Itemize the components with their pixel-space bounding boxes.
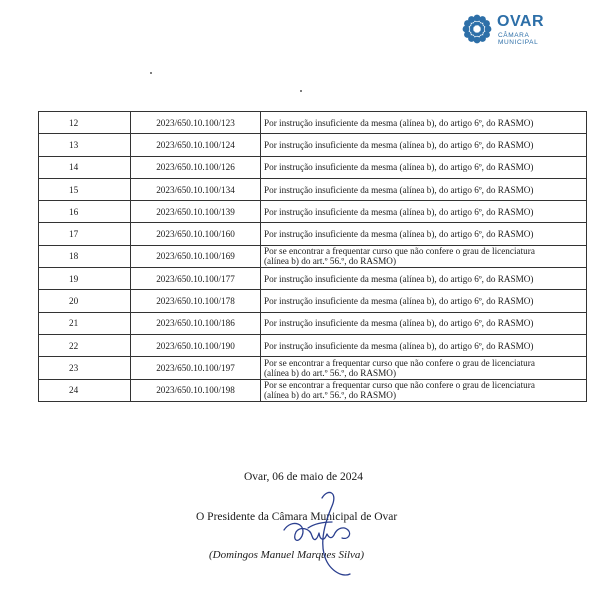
row-number: 21 xyxy=(39,312,131,334)
logo-name: OVAR xyxy=(497,13,545,30)
reason-line: Por se encontrar a frequentar curso que não confere o grau de licenciatura xyxy=(264,357,535,368)
exclusion-reason xyxy=(261,134,587,156)
row-number: 19 xyxy=(39,268,131,290)
reason-line: Por instrução insuficiente da mesma (alínea b), do artigo 6º, do RASMO) xyxy=(264,162,534,173)
president-title: O Presidente da Câmara Municipal de Ovar xyxy=(196,511,398,523)
exclusion-reason xyxy=(261,178,587,200)
table-row xyxy=(39,178,587,200)
row-number: 14 xyxy=(39,156,131,178)
row-number: 20 xyxy=(39,290,131,312)
table-row xyxy=(39,379,587,401)
row-number: 12 xyxy=(39,112,131,134)
process-number: 2023/650.10.100/123 xyxy=(131,112,261,134)
records-table xyxy=(38,111,587,402)
row-number: 18 xyxy=(39,245,131,267)
process-number: 2023/650.10.100/197 xyxy=(131,357,261,379)
handwritten-signature xyxy=(262,478,372,588)
exclusion-reason xyxy=(261,268,587,290)
reason-line: (alínea b) do art.º 56.º, do RASMO) xyxy=(264,256,397,267)
reason-line: Por instrução insuficiente da mesma (alínea b), do artigo 6º, do RASMO) xyxy=(264,318,534,329)
process-number: 2023/650.10.100/186 xyxy=(131,312,261,334)
table-row xyxy=(39,201,587,223)
process-number: 2023/650.10.100/190 xyxy=(131,334,261,356)
table-row xyxy=(39,134,587,156)
process-number: 2023/650.10.100/139 xyxy=(131,201,261,223)
logo-subtitle-line1: CÂMARA xyxy=(498,32,530,39)
table-row xyxy=(39,156,587,178)
exclusion-reason xyxy=(261,156,587,178)
exclusion-reason xyxy=(261,245,587,267)
table-row xyxy=(39,112,587,134)
row-number: 22 xyxy=(39,334,131,356)
place-date: Ovar, 06 de maio de 2024 xyxy=(244,471,363,483)
exclusion-reason xyxy=(261,312,587,334)
table-row xyxy=(39,268,587,290)
row-number: 15 xyxy=(39,178,131,200)
reason-line: Por instrução insuficiente da mesma (alínea b), do artigo 6º, do RASMO) xyxy=(264,340,534,351)
exclusion-reason xyxy=(261,290,587,312)
exclusion-reason xyxy=(261,334,587,356)
row-number: 23 xyxy=(39,357,131,379)
reason-line: Por instrução insuficiente da mesma (alínea b), do artigo 6º, do RASMO) xyxy=(264,296,534,307)
logo-subtitle-line2: MUNICIPAL xyxy=(498,39,539,46)
process-number: 2023/650.10.100/178 xyxy=(131,290,261,312)
process-number: 2023/650.10.100/126 xyxy=(131,156,261,178)
reason-line: Por instrução insuficiente da mesma (alínea b), do artigo 6º, do RASMO) xyxy=(264,229,534,240)
reason-line: Por se encontrar a frequentar curso que não confere o grau de licenciatura xyxy=(264,246,535,257)
table-row xyxy=(39,290,587,312)
reason-line: Por instrução insuficiente da mesma (alínea b), do artigo 6º, do RASMO) xyxy=(264,139,534,150)
reason-line: (alínea b) do art.º 56.º, do RASMO) xyxy=(264,367,397,378)
reason-line: Por se encontrar a frequentar curso que não confere o grau de licenciatura xyxy=(264,380,535,391)
exclusion-reason xyxy=(261,357,587,379)
table-row xyxy=(39,312,587,334)
process-number: 2023/650.10.100/169 xyxy=(131,245,261,267)
president-name: (Domingos Manuel Marques Silva) xyxy=(209,549,365,561)
reason-line: Por instrução insuficiente da mesma (alínea b), do artigo 6º, do RASMO) xyxy=(264,184,534,195)
exclusion-reason xyxy=(261,201,587,223)
process-number: 2023/650.10.100/177 xyxy=(131,268,261,290)
exclusion-reason xyxy=(261,223,587,245)
reason-line: Por instrução insuficiente da mesma (alínea b), do artigo 6º, do RASMO) xyxy=(264,117,534,128)
row-number: 24 xyxy=(39,379,131,401)
municipal-logo xyxy=(460,10,550,50)
row-number: 17 xyxy=(39,223,131,245)
process-number: 2023/650.10.100/198 xyxy=(131,379,261,401)
table-row xyxy=(39,334,587,356)
row-number: 16 xyxy=(39,201,131,223)
process-number: 2023/650.10.100/124 xyxy=(131,134,261,156)
process-number: 2023/650.10.100/134 xyxy=(131,178,261,200)
scan-speck xyxy=(150,72,152,74)
row-number: 13 xyxy=(39,134,131,156)
process-number: 2023/650.10.100/160 xyxy=(131,223,261,245)
table-row xyxy=(39,357,587,379)
table-row xyxy=(39,223,587,245)
reason-line: Por instrução insuficiente da mesma (alínea b), do artigo 6º, do RASMO) xyxy=(264,273,534,284)
reason-line: Por instrução insuficiente da mesma (alínea b), do artigo 6º, do RASMO) xyxy=(264,206,534,217)
exclusion-reason xyxy=(261,379,587,401)
table-row xyxy=(39,245,587,267)
scan-speck xyxy=(300,90,302,92)
reason-line: (alínea b) do art.º 56.º, do RASMO) xyxy=(264,390,397,401)
flower-emblem-icon xyxy=(460,12,494,46)
exclusion-reason xyxy=(261,112,587,134)
